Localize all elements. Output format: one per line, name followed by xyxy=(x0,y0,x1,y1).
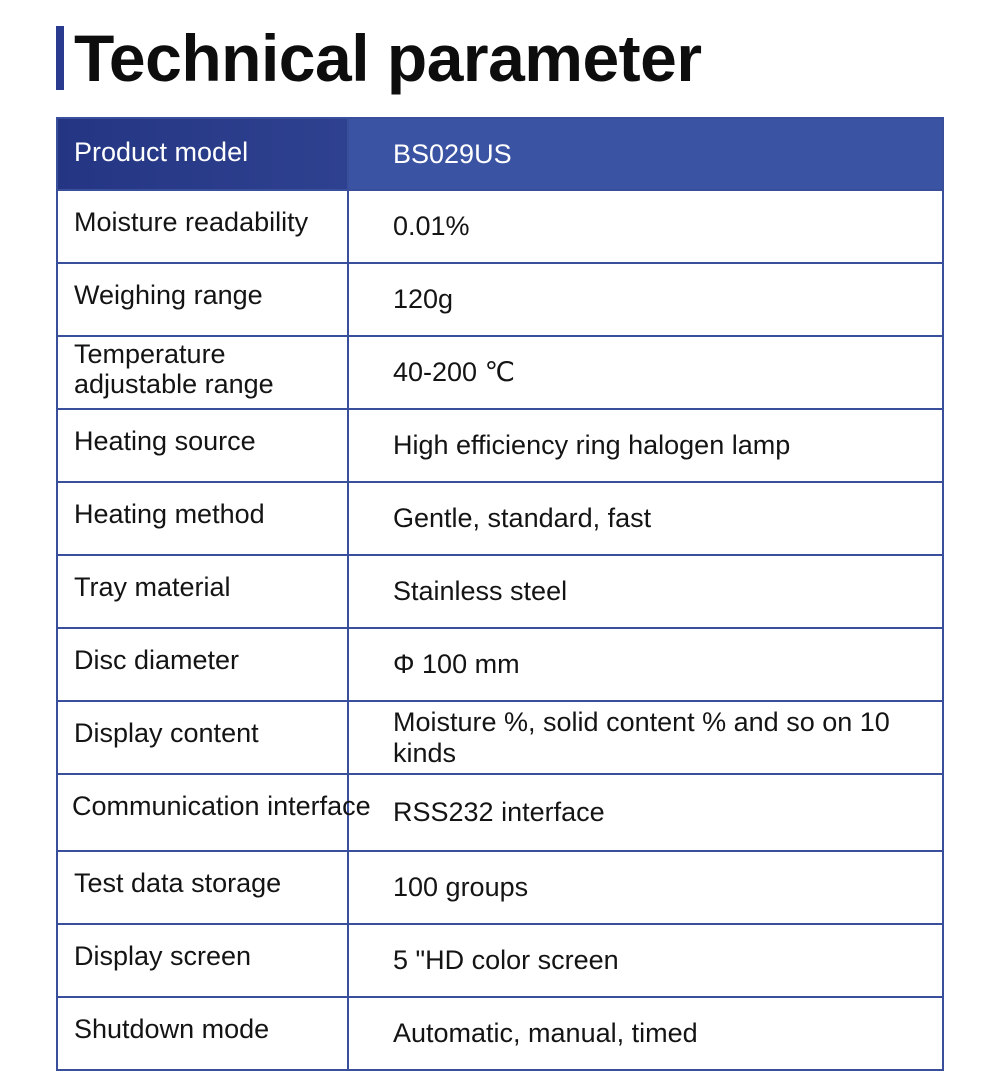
table-row xyxy=(57,701,943,774)
title-accent-bar xyxy=(56,26,64,90)
row-value: Stainless steel xyxy=(348,555,943,628)
table-row xyxy=(57,851,943,924)
row-value: 120g xyxy=(348,263,943,336)
table-row xyxy=(57,555,943,628)
row-label: Communication interface xyxy=(57,774,348,851)
table-row xyxy=(57,997,943,1070)
page-title: Technical parameter xyxy=(74,21,702,95)
row-label: Disc diameter xyxy=(57,628,348,701)
row-value: High efficiency ring halogen lamp xyxy=(348,409,943,482)
row-value: Moisture %, solid content % and so on 10 kinds xyxy=(348,701,943,774)
row-label: Heating method xyxy=(57,482,348,555)
row-label: Tray material xyxy=(57,555,348,628)
row-label: Test data storage xyxy=(57,851,348,924)
row-label: Display screen xyxy=(57,924,348,997)
row-label: Display content xyxy=(57,701,348,774)
row-value: Gentle, standard, fast xyxy=(348,482,943,555)
row-value: 0.01% xyxy=(348,190,943,263)
row-label: Temperature adjustable range xyxy=(57,336,348,409)
spec-table xyxy=(56,117,944,1071)
table-row xyxy=(57,263,943,336)
table-row xyxy=(57,190,943,263)
row-value: 40-200 ℃ xyxy=(348,336,943,409)
row-label: Heating source xyxy=(57,409,348,482)
row-value: 100 groups xyxy=(348,851,943,924)
row-label: Moisture readability xyxy=(57,190,348,263)
table-row xyxy=(57,336,943,409)
table-row xyxy=(57,409,943,482)
table-row xyxy=(57,774,943,851)
row-value: RSS232 interface xyxy=(348,774,943,851)
row-value: Φ 100 mm xyxy=(348,628,943,701)
row-label: Shutdown mode xyxy=(57,997,348,1070)
header-value: BS029US xyxy=(348,118,943,190)
header-label: Product model xyxy=(57,118,348,190)
table-row xyxy=(57,482,943,555)
table-row xyxy=(57,628,943,701)
title-block xyxy=(56,22,702,94)
table-row xyxy=(57,924,943,997)
row-value: 5 "HD color screen xyxy=(348,924,943,997)
row-value: Automatic, manual, timed xyxy=(348,997,943,1070)
table-header-row xyxy=(57,118,943,190)
row-label: Weighing range xyxy=(57,263,348,336)
